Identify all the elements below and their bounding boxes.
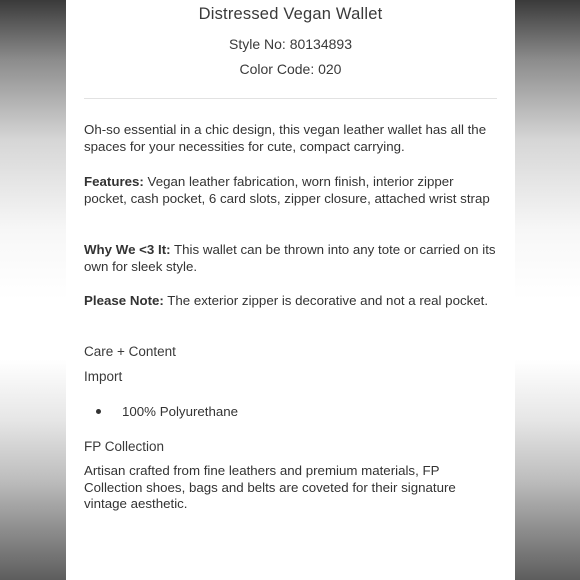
material-text: 100% Polyurethane: [122, 404, 239, 419]
header-divider: [84, 98, 497, 99]
product-details-panel: [66, 0, 515, 580]
why-we-love-label: Why We <3 It:: [84, 242, 171, 257]
please-note-paragraph: [84, 293, 497, 310]
features-label: Features:: [84, 174, 144, 189]
style-number: Style No: 80134893: [229, 36, 352, 52]
product-title: Distressed Vegan Wallet: [198, 5, 383, 23]
color-code: Color Code: 020: [239, 61, 342, 77]
product-description: Oh-so essential in a chic design, this vegan leather wallet has all the spaces for your necessities for cute, compact carrying.: [84, 122, 487, 154]
collection-heading: FP Collection: [84, 439, 165, 454]
why-we-love-text: This wallet can be thrown into any tote or carried on its own for sleek style.: [84, 242, 496, 274]
origin-text: Import: [84, 369, 123, 384]
care-content-heading: Care + Content: [84, 344, 176, 359]
please-note-label: Please Note:: [84, 293, 164, 308]
features-text: Vegan leather fabrication, worn finish, interior zipper pocket, cash pocket, 6 card slots, zipper closure, attached wrist strap: [84, 174, 490, 206]
why-we-love-paragraph: [84, 242, 497, 275]
materials-list: [84, 404, 238, 419]
list-item: [84, 404, 238, 419]
bullet-icon: [96, 409, 101, 414]
collection-description: Artisan crafted from fine leathers and premium materials, FP Collection shoes, bags and belts are coveted for their signature vintage aesthetic.: [84, 463, 456, 511]
features-paragraph: [84, 174, 497, 207]
please-note-text: The exterior zipper is decorative and not a real pocket.: [163, 293, 489, 308]
